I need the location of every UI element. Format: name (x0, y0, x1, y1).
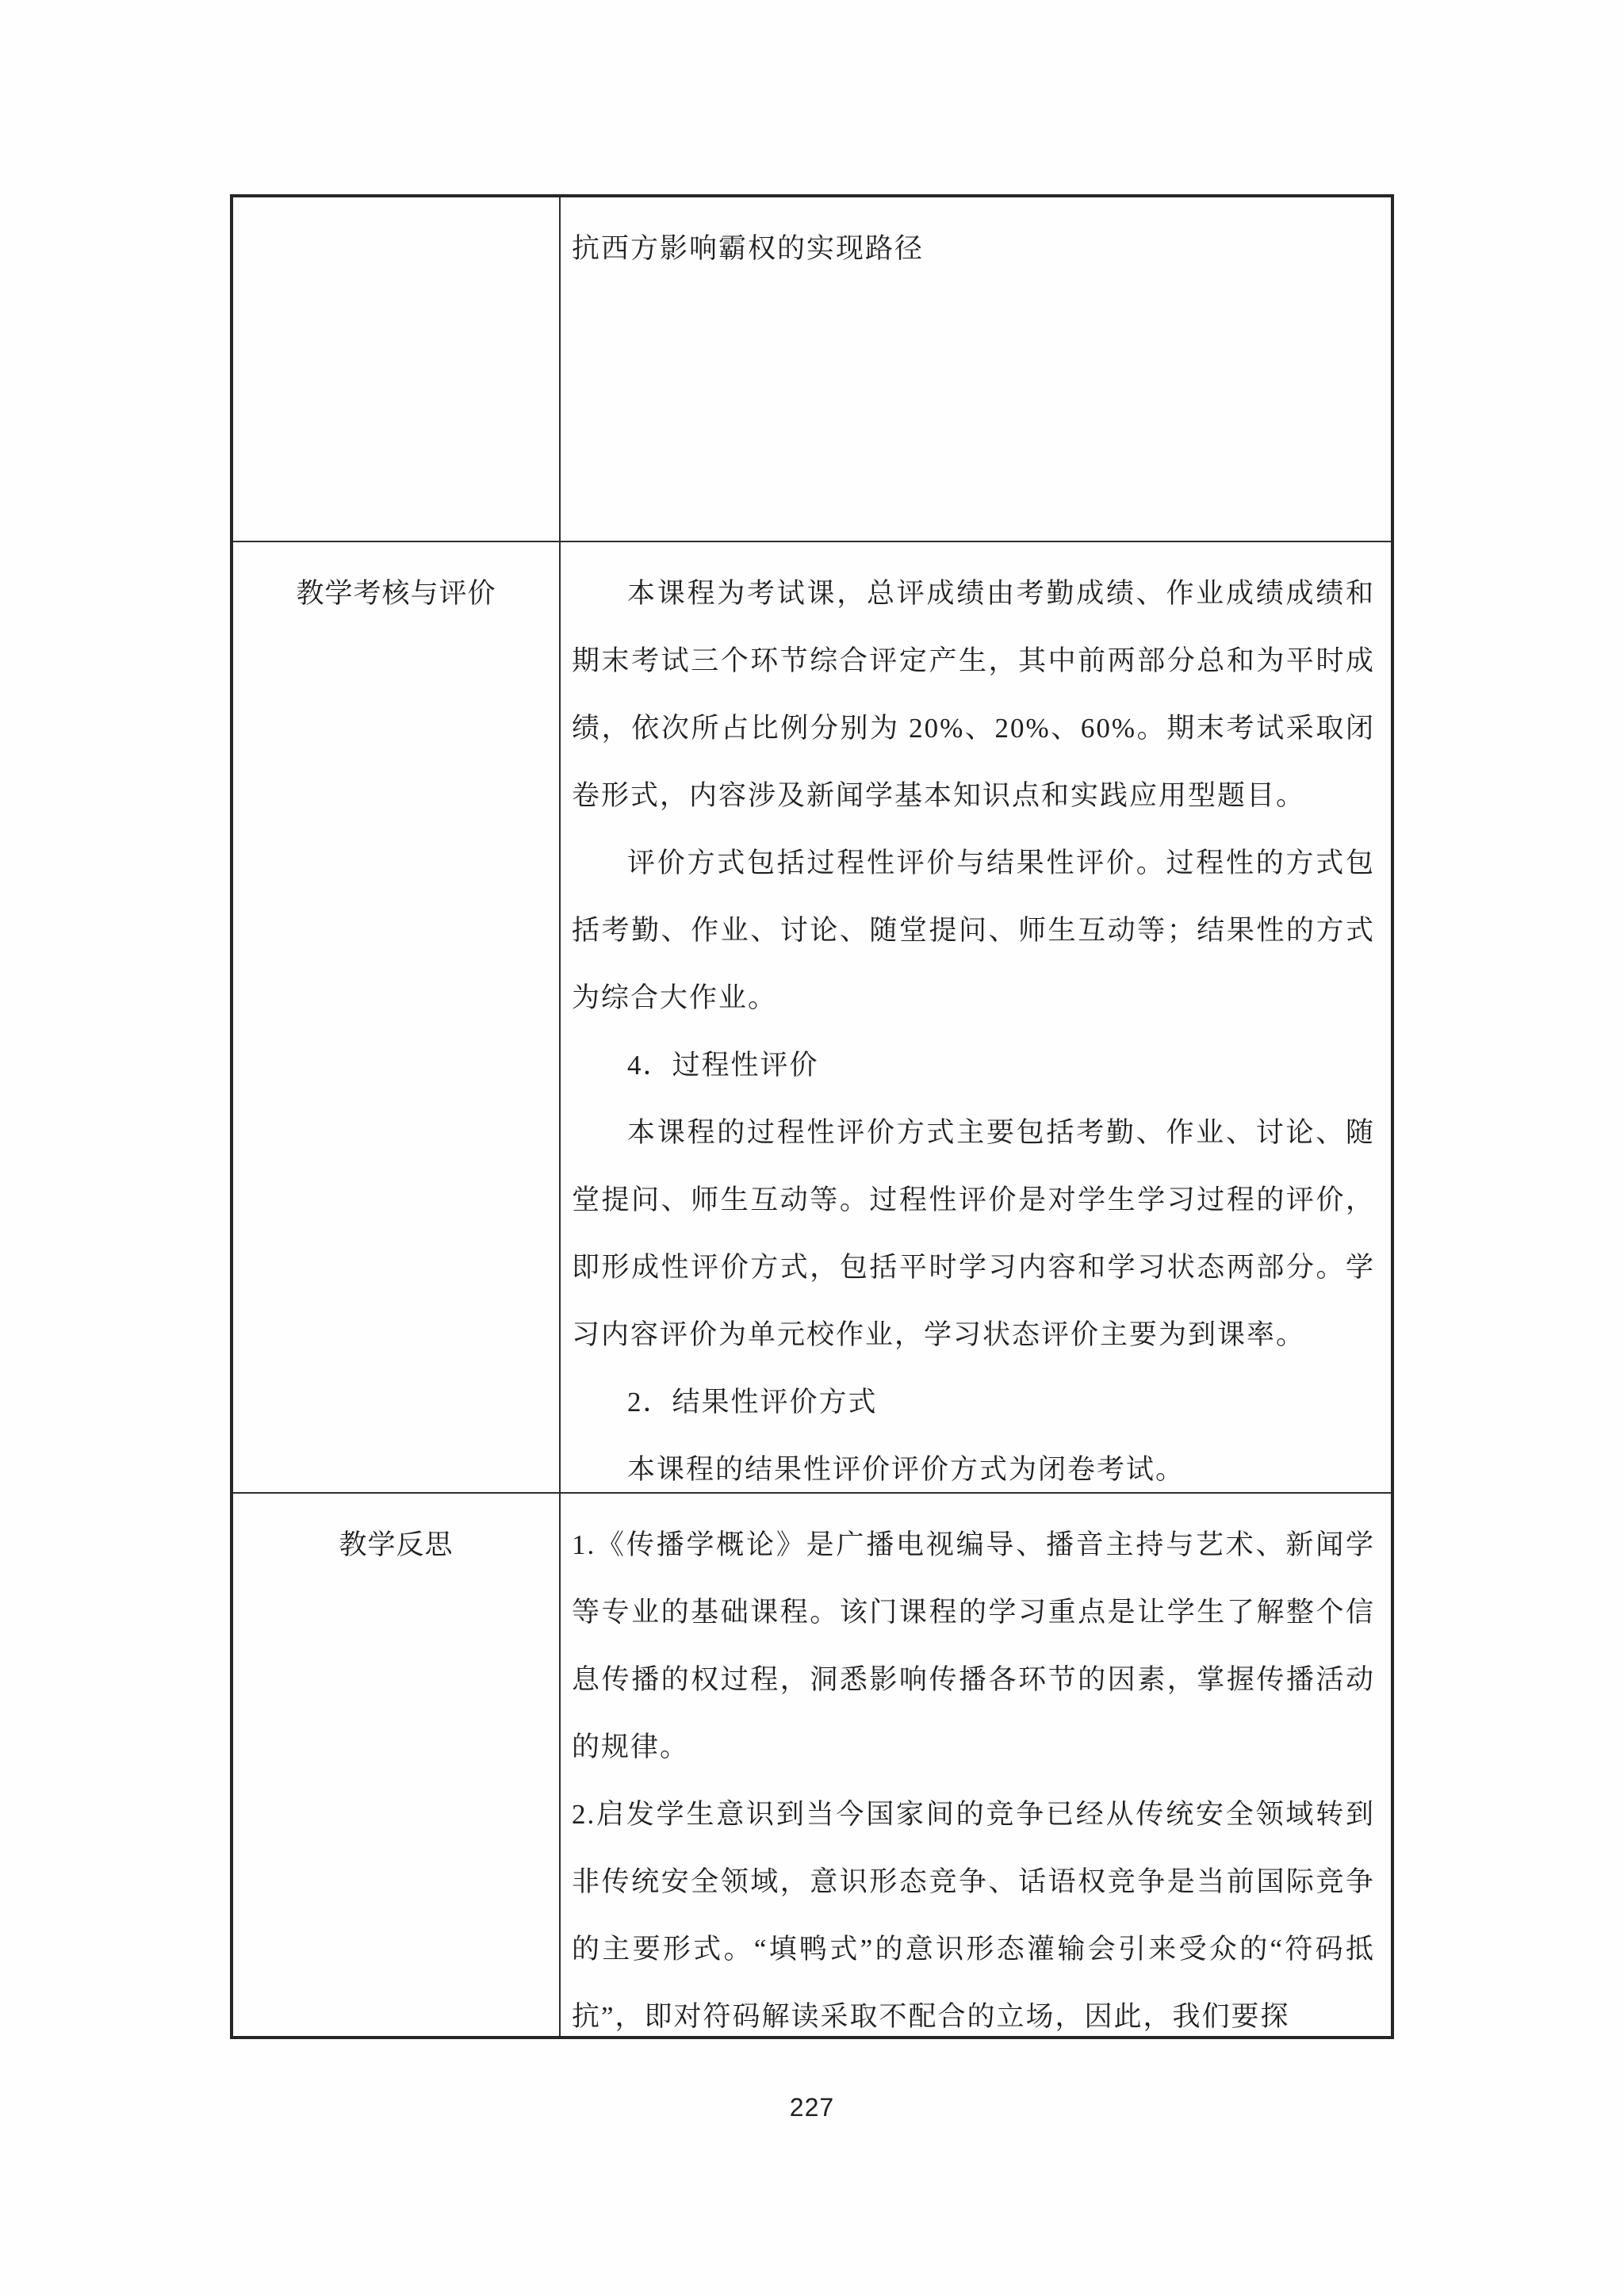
row-2-paragraph-1: 本课程为考试课，总评成绩由考勤成绩、作业成绩成绩和期末考试三个环节综合评定产生，其中前两部分总和为平时成绩，依次所占比例分别为 20%、20%、60%。期末考试采取闭卷形式，内容涉及新闻学基本知识点和实践应用型题目。 (572, 578, 1375, 811)
row-2-paragraph-6: 本课程的结果性评价评价方式为闭卷考试。 (627, 1454, 1185, 1485)
row-3-paragraph-2: 2.启发学生意识到当今国家间的竞争已经从传统安全领域转到非传统安全领域，意识形态竞争、话语权竞争是当前国际竞争的主要形式。“填鸭式”的意识形态灌输会引来受众的“符码抵抗”，即对符码解读采取不配合的立场，因此，我们要探 (572, 1799, 1375, 2032)
row-2-label: 教学考核与评价 (296, 578, 496, 609)
row-1-label-cell (233, 197, 561, 542)
row-3-label: 教学反思 (339, 1529, 454, 1560)
row-2-label-cell (233, 542, 561, 1494)
row-2-content-cell (561, 542, 1391, 1494)
row-2-paragraph-5: 2．结果性评价方式 (627, 1387, 878, 1418)
row-3-paragraph-1: 1.《传播学概论》是广播电视编导、播音主持与艺术、新闻学等专业的基础课程。该门课程的学习重点是让学生了解整个信息传播的权过程，洞悉影响传播各环节的因素，掌握传播活动的规律。 (572, 1529, 1375, 1762)
row-3-content-cell (561, 1494, 1391, 2036)
row-2-paragraph-4: 本课程的过程性评价方式主要包括考勤、作业、讨论、随堂提问、师生互动等。过程性评价是对学生学习过程的评价，即形成性评价方式，包括平时学习内容和学习状态两部分。学习内容评价为单元校作业，学习状态评价主要为到课率。 (572, 1117, 1375, 1350)
page-number: 227 (789, 2093, 835, 2122)
row-2-paragraph-3: 4．过程性评价 (627, 1050, 819, 1081)
course-syllabus-table (230, 194, 1394, 2039)
row-1-content-cell (561, 197, 1391, 542)
row-1-paragraph-1: 抗西方影响霸权的实现路径 (572, 233, 925, 264)
row-2-paragraph-2: 评价方式包括过程性评价与结果性评价。过程性的方式包括考勤、作业、讨论、随堂提问、师生互动等；结果性的方式为综合大作业。 (572, 848, 1375, 1013)
row-3-label-cell (233, 1494, 561, 2036)
